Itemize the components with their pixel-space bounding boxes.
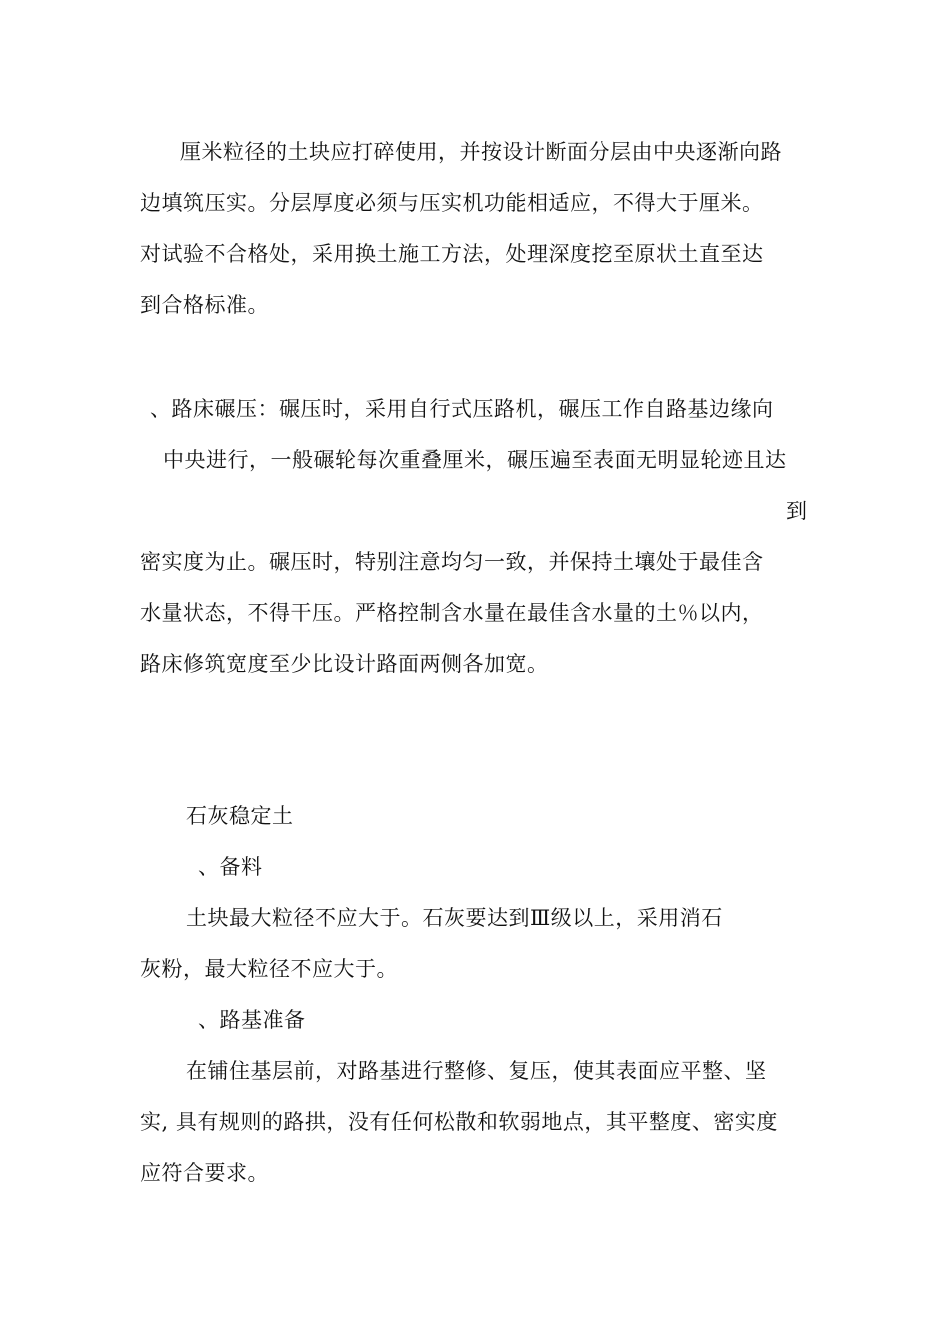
paragraph-line: 到 (786, 499, 808, 523)
paragraph-line: 对试验不合格处，采用换土施工方法，处理深度挖至原状土直至达 (140, 242, 764, 266)
paragraph-line: 土块最大粒径不应大于。石灰要达到Ⅲ级以上，采用消石 (186, 906, 723, 930)
paragraph-line: 密实度为止。碾压时，特别注意均匀一致，并保持土壤处于最佳含 (140, 550, 764, 574)
paragraph-line: 中央进行，一般碾轮每次重叠厘米，碾压遍至表面无明显轮迹且达 (163, 448, 787, 472)
paragraph-line: 、路床碾压：碾压时，采用自行式压路机，碾压工作自路基边缘向 (150, 397, 774, 421)
paragraph-line: 实, 具有规则的路拱，没有任何松散和软弱地点，其平整度、密实度 (140, 1110, 778, 1134)
paragraph-line: 到合格标准。 (140, 293, 269, 317)
subsection-heading: 、路基准备 (198, 1008, 306, 1032)
paragraph-line: 应符合要求。 (140, 1161, 269, 1185)
paragraph-line: 灰粉，最大粒径不应大于。 (140, 957, 398, 981)
subsection-heading: 、备料 (198, 855, 263, 879)
section-heading: 石灰稳定土 (186, 804, 294, 828)
paragraph-line: 路床修筑宽度至少比设计路面两侧各加宽。 (140, 652, 549, 676)
paragraph-line: 在铺住基层前，对路基进行整修、复压，使其表面应平整、坚 (186, 1059, 767, 1083)
paragraph-line: 水量状态，不得干压。严格控制含水量在最佳含水量的土％以内， (140, 601, 764, 625)
paragraph-line: 边填筑压实。分层厚度必须与压实机功能相适应，不得大于厘米。 (140, 191, 764, 215)
paragraph-line: 厘米粒径的土块应打碎使用，并按设计断面分层由中央逐渐向路 (180, 140, 782, 164)
